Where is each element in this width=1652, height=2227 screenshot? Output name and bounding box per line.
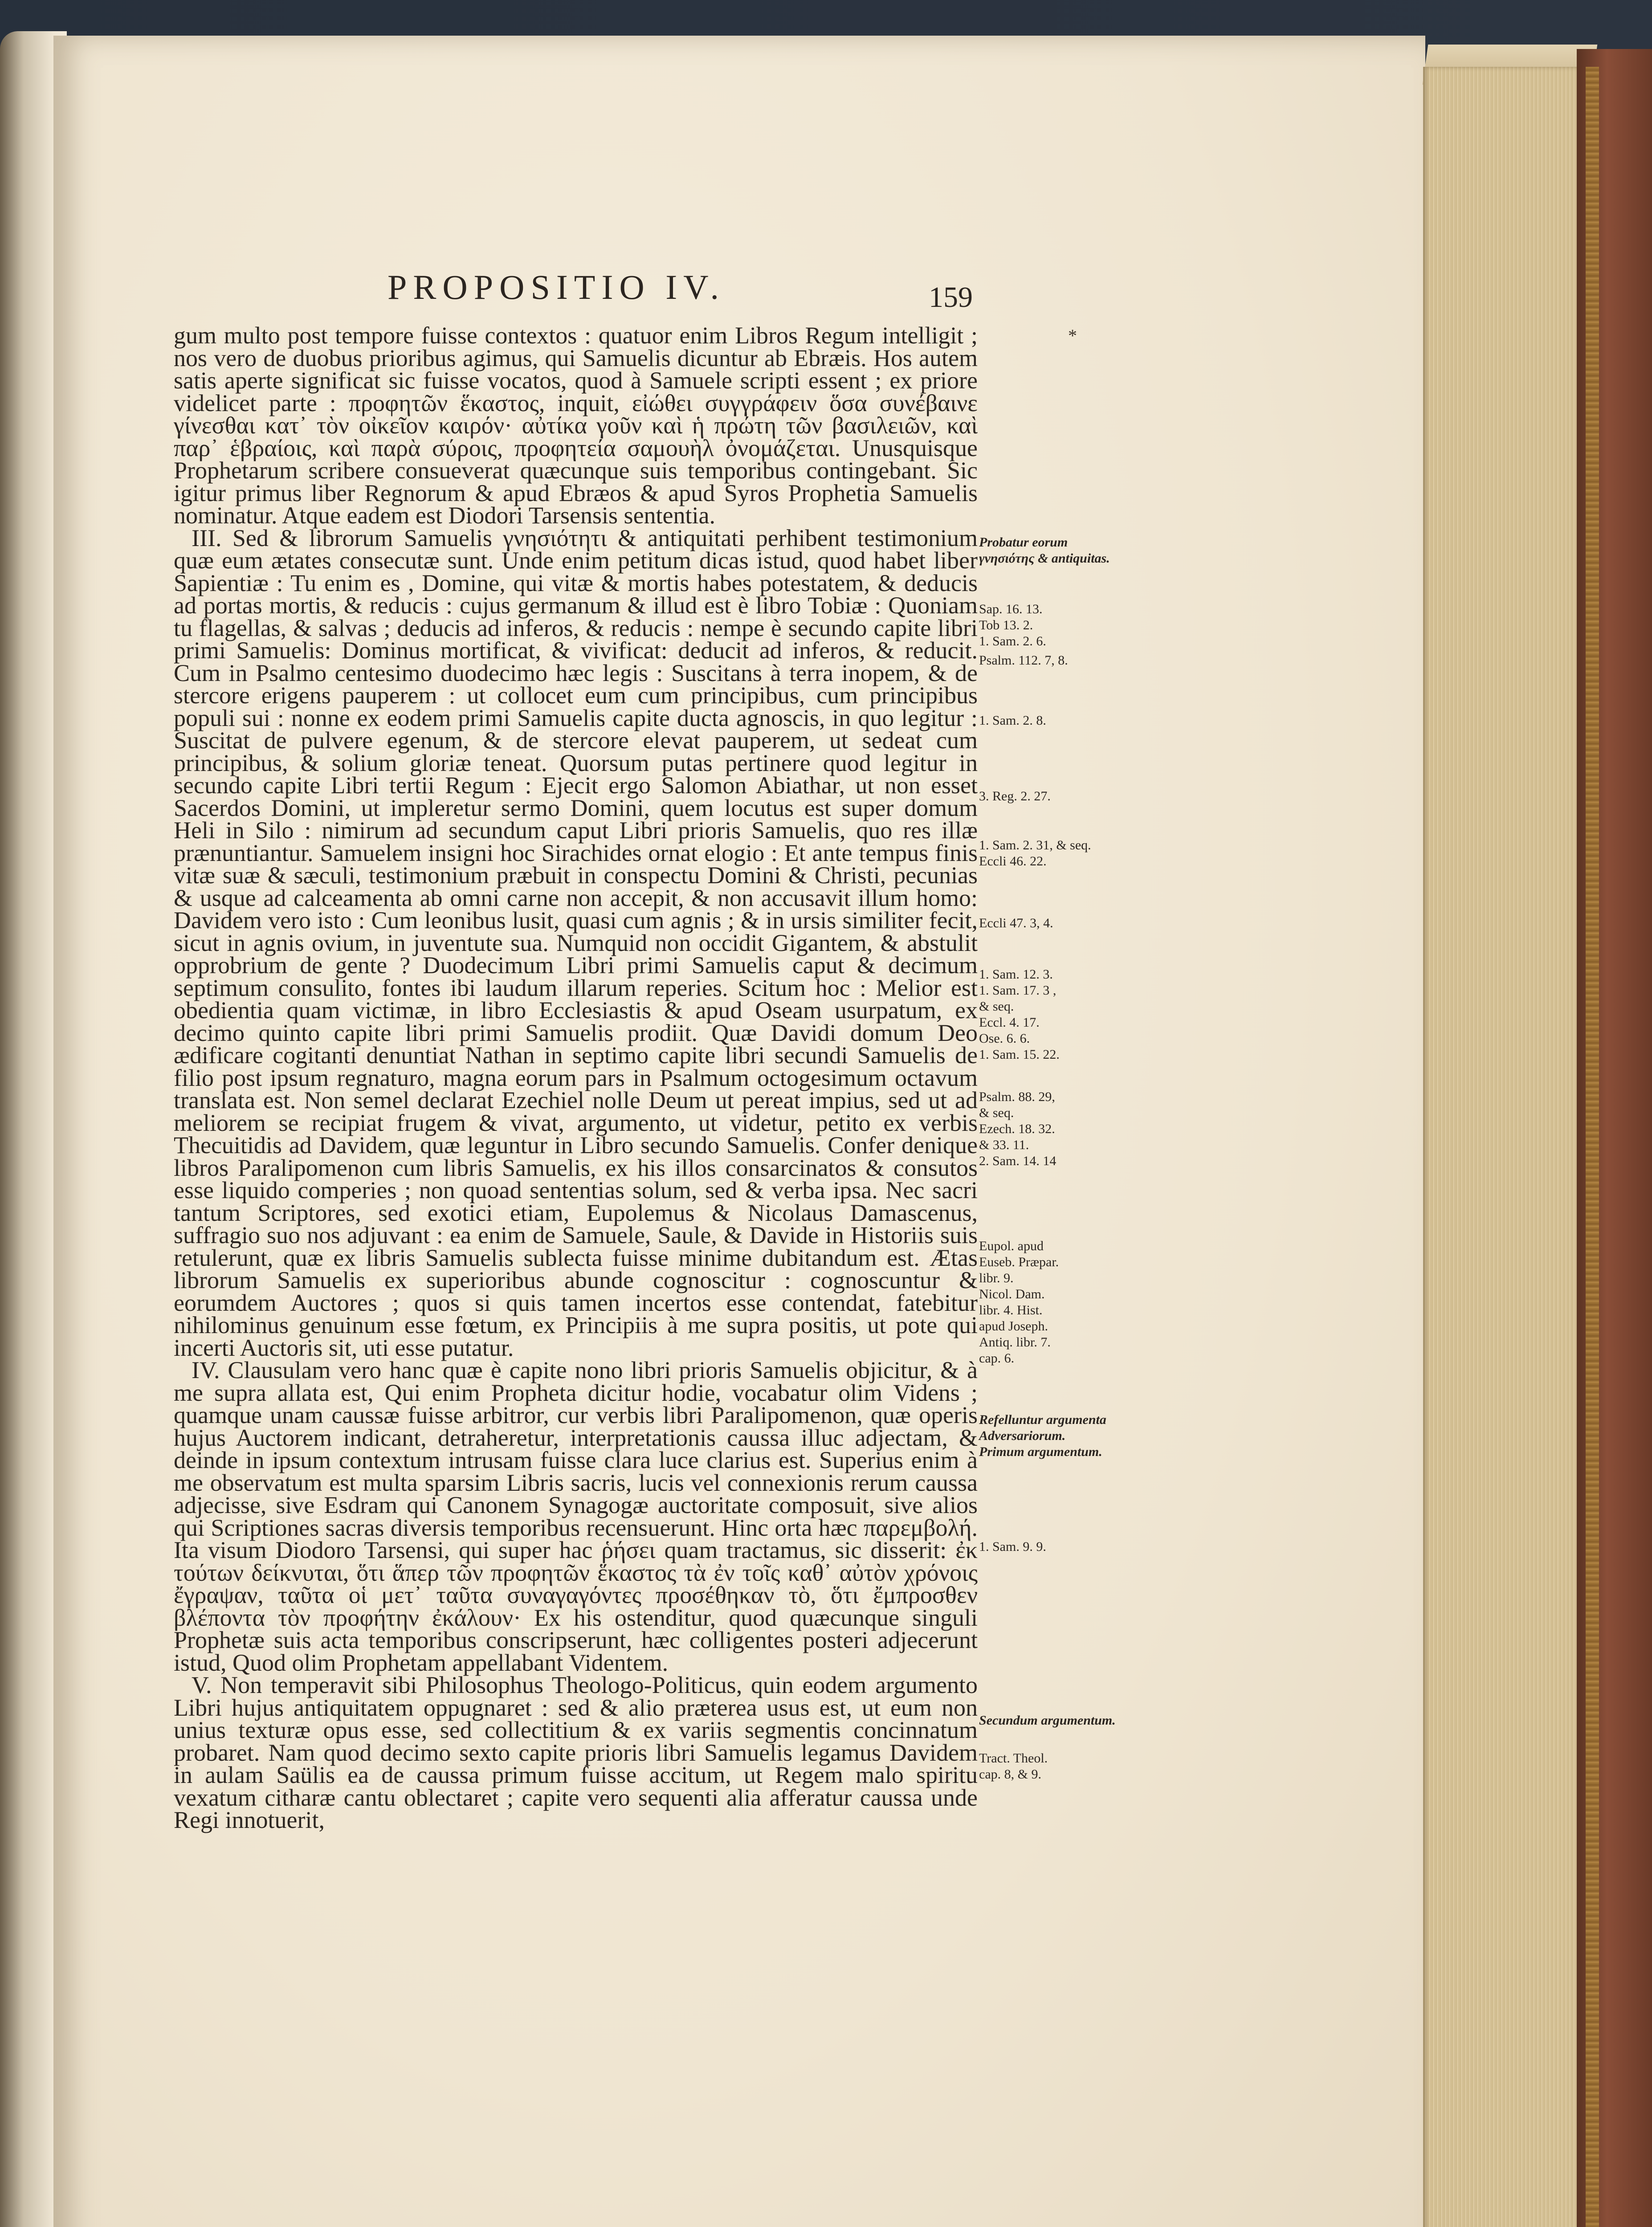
margin-note: Eupol. apud Euseb. Præpar. libr. 9. Nicol. Dam. libr. 4. Hist. apud Joseph. Antiq. libr. 7. cap. 6. [979,1239,1059,1366]
margin-note: 1. Sam. 12. 3. 1. Sam. 17. 3 , & seq. Eccl. 4. 17. Ose. 6. 6. 1. Sam. 15. 22. [979,967,1060,1062]
body-text [174,324,978,1831]
page-block-fore-edge [1423,67,1583,2227]
margin-note: Refelluntur argumenta Adversariorum. Primum argumentum. [979,1412,1106,1459]
margin-note: 3. Reg. 2. 27. [979,789,1051,804]
gilt-edge [1586,67,1599,2227]
margin-note: Sap. 16. 13. Tob 13. 2. 1. Sam. 2. 6. [979,602,1046,649]
paragraph-section-4: IV. Clausulam vero hanc quæ è capite nono libri prioris Samuelis objicitur, & à me supra allata est, Qui enim Propheta dicitur hodie, vocabatur olim Videns ; quamque unam caussæ fuisse arbitror, cur verbis libri Paralipomenon, quæ operis hujus Auctorem indicant, detraheretur, interpretationis caussa illuc adjectam, & deinde in ipsum contextum intrusam fuisse clara luce clarius est. Superius enim à me observatum est multa sparsim Libris sacris, lucis vel connexionis rerum caussa adjecisse, sive Esdram qui Canonem Synagogæ auctoritate composuit, sive alios qui Scriptiones sacras diversis temporibus recensuerunt. Hinc orta hæc παρεμβολή. Ita visum Diodoro Tarsensi, qui super hac ῥήσει quam tractamus, sic disserit: ἐκ τούτων δείκνυται, ὅτι ἅπερ τῶν προφητῶν ἕκαστος τὰ ἐν τοῖς καθ᾽ αὐτὸν χρόνοις ἔγραψαν, ταῦτα οἱ μετ᾽ ταῦτα συναγαγόντες προσέθηκαν τὸ, ὅτι ἔμπροσθεν βλέποντα τὸν προφήτην ἐκάλουν· Ex his ostenditur, quod quæcunque singuli Prophetæ suis acta temporibus conscripserunt, hæc colligentes posteri adjecerunt istud, Quod olim Prophetam appellabant Videntem. [174,1357,978,1676]
paragraph-section-3: III. Sed & librorum Samuelis γνησιότητι & antiquitati perhibent testimonium quæ eum ætates consecutæ sunt. Unde enim petitum dicas istud, quod habet liber Sapientiæ : Tu enim es , Domine, qui vitæ & mortis habes potestatem, & deducis ad portas mortis, & reducis : cujus germanum & illud est è libro Tobiæ : Quoniam tu flagellas, & salvas ; deducis ad inferos, & reducis : nempe è secundo capite libri primi Samuelis: Dominus mortificat, & vivificat: deducit ad inferos, & reducit. Cum in Psalmo centesimo duodecimo hæc legis : Suscitans à terra inopem, & de stercore erigens pauperem : ut collocet eum cum principibus, cum principibus populi sui : nonne ex eodem primi Samuelis capite ducta agnoscis, in quo legitur : Suscitat de pulvere egenum, & de stercore elevat pauperem, ut sedeat cum principibus, & solium gloriæ teneat. Quorsum putas pertinere quod legitur in secundo capite Libri tertii Regum : Ejecit ergo Salomon Abiathar, ut non esset Sacerdos Domini, ut impleretur sermo Domini, quem locutus est super domum Heli in Silo : nimirum ad secundum caput Libri prioris Samuelis, quo res illæ prænuntiantur. Samuelem insigni hoc Sirachides ornat elogio : Et ante tempus finis vitæ suæ & sæculi, testimonium præbuit in conspectu Domini & Christi, pecunias & usque ad calceamenta ab omni carne non accepit, & non accusavit illum homo: Davidem vero isto : Cum leonibus lusit, quasi cum agnis ; & in ursis similiter fecit, sicut in agnis ovium, in juventute sua. Numquid non occidit Gigantem, & abstulit opprobrium de gente ? Duodecimum Libri primi Samuelis caput & decimum septimum consulito, fontes ibi laudum illarum reperies. Scitum hoc : Melior est obedientia quam victimæ, in libro Ecclesiastis & apud Oseam usurpatum, ex decimo quinto capite libri primi Samuelis prodiit. Quæ Davidi domum Deo ædificare cogitanti denuntiat Nathan in septimo capite libri secundi Samuelis de filio post ipsum regnaturo, magna eorum pars in Psalmum octogesimum octavum translata est. Non semel declarat Ezechiel nolle Deum ut pereat impius, sed ut ad meliorem se recipiat frugem & vivat, argumento, ut videtur, petito ex verbis Thecuitidis ad Davidem, quæ leguntur in Libro secundo Samuelis. Confer denique libros Paralipomenon cum libris Samuelis, ex his illos consarcinatos & consutos esse liquido comperies ; non quoad sententias solum, sed & verba ipsa. Nec sacri tantum Scriptores, sed exotici etiam, Eupolemus & Nicolaus Damascenus, suffragio suo nos adjuvant : ea enim de Samuele, Saule, & Davide in Historiis suis retulerunt, quæ ex libris Samuelis sublecta fuisse minime dubitandum est. Ætas librorum Samuelis ex superioribus abunde cognoscitur : cognoscuntur & eorumdem Auctores ; quos si quis tamen incertos esse contendat, fatebitur nihilominus genuinum esse fœtum, ex Principiis à me supra positis, ut pote qui incerti Auctoris sit, uti esse putatur. [174,524,978,1361]
margin-note: Probatur eorum γνησιότης & antiquitas. [979,535,1110,566]
margin-note: Psalm. 112. 7, 8. [979,653,1068,668]
margin-note: 1. Sam. 2. 8. [979,713,1046,728]
paragraph-continuation: gum multo post tempore fuisse contextos : quatuor enim Libros Regum intelligit ; nos vero de duobus prioribus agimus, qui Samuelis dicuntur ab Ebræis. Hos autem satis aperte significat sic fuisse vocatos, quod à Samuele scripti essent ; ex priore videlicet parte : προφητῶν ἕκαστος, inquit, εἰώθει συγγράφειν ὅσα συνέβαινε γίνεσθαι κατ᾽ τὸν οἰκεῖον καιρόν· αὐτίκα γοῦν καὶ ἡ πρώτη τῶν βασιλειῶν, καὶ παρ᾽ ἑβραίοις, καὶ παρὰ σύροις, προφητεία σαμουὴλ ὀνομάζεται. Unusquisque Prophetarum scribere consueverat quæcunque suis temporibus contingebant. Sic igitur primus liber Regnorum & apud Ebræos & apud Syros Prophetia Samuelis nominatur. Atque eadem est Diodori Tarsensis sententia. [174,322,978,529]
margin-note: Secundum argumentum. [979,1713,1116,1728]
page-number: 159 [929,281,973,314]
margin-note: Eccli 47. 3, 4. [979,916,1053,930]
running-header: PROPOSITIO IV. [388,268,725,306]
margin-note: 1. Sam. 2. 31, & seq. Eccli 46. 22. [979,838,1091,869]
paragraph-section-5: V. Non temperavit sibi Philosophus Theologo-Politicus, quin eodem argumento Libri hujus antiquitatem oppugnaret : sed & alio præterea usus est, ut eum non unius texturæ opus esse, sed collectitium & ex variis segmentis concinnatum probaret. Nam quod decimo sexto capite prioris libri Samuelis legamus Davidem in aulam Saülis ea de caussa primum fuisse accitum, ut Regem malo spiritu vexatum citharæ cantu oblectaret ; capite vero sequenti alia afferatur caussa unde Regi innotuerit, [174,1672,978,1833]
margin-note: Tract. Theol. cap. 8, & 9. [979,1751,1048,1782]
margin-note: 1. Sam. 9. 9. [979,1539,1046,1554]
margin-note: Psalm. 88. 29, & seq. Ezech. 18. 32. & 33. 11. 2. Sam. 14. 14 [979,1089,1056,1168]
stray-mark: * [1068,326,1077,346]
